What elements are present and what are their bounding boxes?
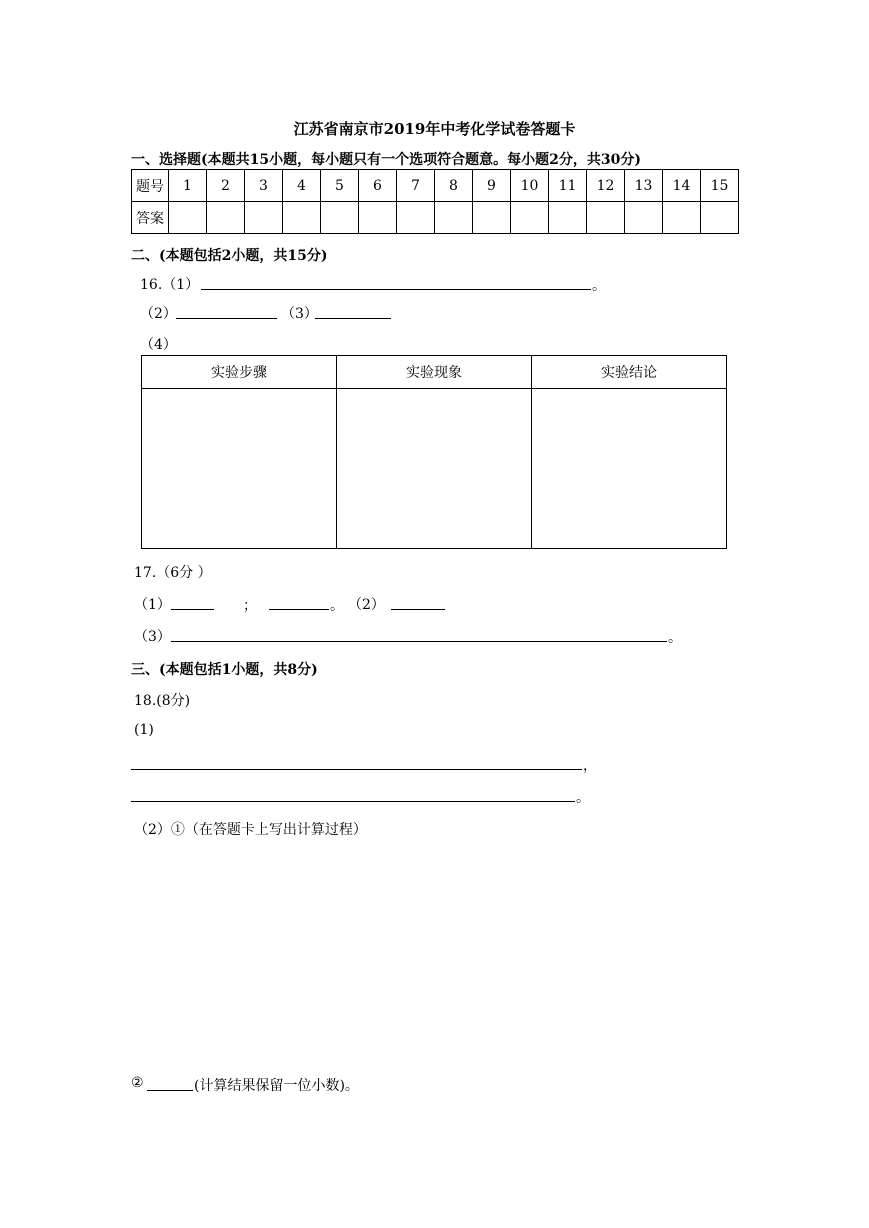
q17-part3-answer-line[interactable] bbox=[171, 641, 667, 642]
question-number: 13 bbox=[625, 170, 663, 202]
answer-cell[interactable] bbox=[397, 202, 435, 234]
q17-part1-blank-b[interactable] bbox=[269, 609, 329, 610]
conclusion-answer-cell[interactable] bbox=[532, 389, 727, 549]
q17-period-1: 。 bbox=[330, 598, 344, 614]
answer-cell[interactable] bbox=[321, 202, 359, 234]
answer-cell[interactable] bbox=[283, 202, 321, 234]
question-number: 3 bbox=[245, 170, 283, 202]
q16-part2-label: （2） bbox=[140, 306, 177, 322]
q18-comma: ， bbox=[583, 758, 597, 774]
q18-result-answer-line[interactable] bbox=[147, 1090, 193, 1091]
header-experiment-conclusion: 实验结论 bbox=[532, 356, 727, 389]
q17-part2-label: （2） bbox=[348, 597, 385, 613]
answer-cell[interactable] bbox=[359, 202, 397, 234]
row-label-number: 题号 bbox=[132, 170, 169, 202]
q18-period: 。 bbox=[576, 790, 590, 806]
section1-heading: 一、选择题(本题共15小题，每小题只有一个选项符合题意。每小题2分，共30分) bbox=[131, 152, 641, 168]
answer-cell[interactable] bbox=[663, 202, 701, 234]
question-number: 6 bbox=[359, 170, 397, 202]
question-number: 7 bbox=[397, 170, 435, 202]
answer-cell[interactable] bbox=[549, 202, 587, 234]
q17-part1-blank-a[interactable] bbox=[171, 609, 214, 610]
answer-cell[interactable] bbox=[207, 202, 245, 234]
q18-part1-label: (1) bbox=[134, 722, 154, 738]
q18-result-note: (计算结果保留一位小数)。 bbox=[194, 1078, 359, 1094]
q16-label: 16.（1） bbox=[140, 277, 200, 293]
header-experiment-steps: 实验步骤 bbox=[142, 356, 337, 389]
experiment-header-row bbox=[142, 356, 727, 389]
answer-cell[interactable] bbox=[701, 202, 739, 234]
q17-label: 17.（6分 ） bbox=[134, 565, 212, 581]
question-number: 1 bbox=[169, 170, 207, 202]
q17-part3-label: （3） bbox=[134, 629, 171, 645]
experiment-answer-row bbox=[142, 389, 727, 549]
q16-part1-answer-line[interactable] bbox=[201, 289, 591, 290]
header-experiment-phenomenon: 实验现象 bbox=[337, 356, 532, 389]
answer-cell[interactable] bbox=[511, 202, 549, 234]
q18-part2-label: （2）①（在答题卡上写出计算过程） bbox=[134, 822, 367, 838]
q17-semicolon: ； bbox=[243, 598, 257, 614]
answer-cell[interactable] bbox=[625, 202, 663, 234]
question-number: 2 bbox=[207, 170, 245, 202]
answer-cell[interactable] bbox=[245, 202, 283, 234]
q17-period-3: 。 bbox=[668, 630, 682, 646]
question-number: 8 bbox=[435, 170, 473, 202]
q16-part3-label: （3） bbox=[281, 306, 318, 322]
experiment-table bbox=[141, 355, 727, 549]
steps-answer-cell[interactable] bbox=[142, 389, 337, 549]
answer-cell[interactable] bbox=[587, 202, 625, 234]
question-number: 5 bbox=[321, 170, 359, 202]
q17-part1-label: （1） bbox=[134, 597, 171, 613]
q18-circle-2: ② bbox=[131, 1075, 144, 1091]
q16-period: 。 bbox=[592, 278, 606, 294]
choice-answer-table bbox=[131, 169, 739, 234]
question-number-row bbox=[132, 170, 739, 202]
q16-part3-answer-line[interactable] bbox=[315, 318, 391, 319]
q17-part2-answer-line[interactable] bbox=[391, 609, 445, 610]
q18-part1-answer-line-2[interactable] bbox=[131, 801, 575, 802]
answer-cell[interactable] bbox=[435, 202, 473, 234]
answer-cell[interactable] bbox=[473, 202, 511, 234]
page-title: 江苏省南京市2019年中考化学试卷答题卡 bbox=[293, 120, 576, 138]
question-number: 10 bbox=[511, 170, 549, 202]
section2-heading: 二、(本题包括2小题，共15分) bbox=[131, 248, 328, 264]
question-number: 15 bbox=[701, 170, 739, 202]
question-number: 11 bbox=[549, 170, 587, 202]
q16-part4-label: （4） bbox=[140, 337, 177, 353]
question-number: 12 bbox=[587, 170, 625, 202]
question-number: 9 bbox=[473, 170, 511, 202]
section3-heading: 三、(本题包括1小题，共8分) bbox=[131, 662, 318, 678]
answer-row bbox=[132, 202, 739, 234]
phenomenon-answer-cell[interactable] bbox=[337, 389, 532, 549]
question-number: 14 bbox=[663, 170, 701, 202]
question-number: 4 bbox=[283, 170, 321, 202]
q18-label: 18.(8分) bbox=[134, 693, 191, 709]
q16-part2-answer-line[interactable] bbox=[176, 318, 277, 319]
row-label-answer: 答案 bbox=[132, 202, 169, 234]
q18-part1-answer-line-1[interactable] bbox=[131, 769, 582, 770]
answer-cell[interactable] bbox=[169, 202, 207, 234]
